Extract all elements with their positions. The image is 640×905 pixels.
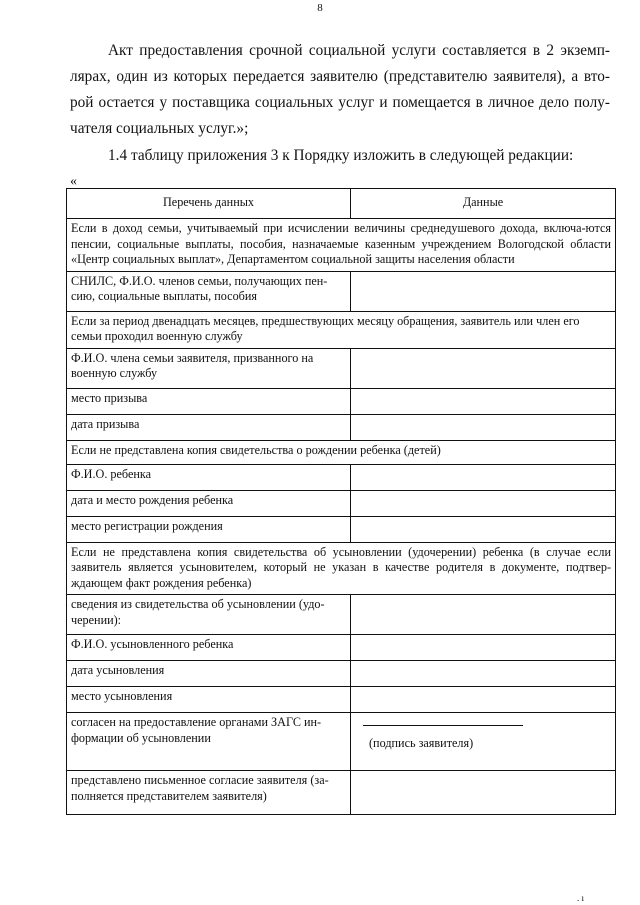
section-heading: Если за период двенадцать месяцев, предшествующих месяцу обращения, заявитель или член его семьи проходил военную службу [67, 311, 616, 348]
section-row [67, 542, 616, 595]
row-label: дата усыновления [67, 661, 351, 687]
data-cell [351, 595, 616, 635]
paragraph-line: 1.4 таблицу приложения 3 к Порядку изложить в следующей редакции: [108, 147, 574, 164]
paragraph-act [70, 38, 610, 142]
table-row [67, 713, 616, 771]
row-label: представлено письменное согласие заявителя (за-полняется представителем заявителя) [67, 771, 351, 815]
row-label: Ф.И.О. усыновленного ребенка [67, 635, 351, 661]
row-label: сведения из свидетельства об усыновлении (удо-черении): [67, 595, 351, 635]
table-row [67, 687, 616, 713]
opening-quote: « [70, 174, 77, 189]
section-heading: Если не представлена копия свидетельства о рождении ребенка (детей) [67, 440, 616, 464]
signature-caption: (подпись заявителя) [369, 736, 474, 750]
table-row [67, 661, 616, 687]
page-number: 8 [317, 2, 323, 14]
table-row [67, 516, 616, 542]
data-cell [351, 661, 616, 687]
paragraph-line: рой остается у поставщика социальных услуг и помещается в личное дело полу- [70, 94, 610, 111]
data-cell [351, 388, 616, 414]
data-cell [351, 771, 616, 815]
data-cell [351, 516, 616, 542]
row-label: место призыва [67, 388, 351, 414]
row-label: дата и место рождения ребенка [67, 490, 351, 516]
signature-cell [351, 713, 616, 771]
section-row [67, 440, 616, 464]
header-cell-list: Перечень данных [67, 189, 351, 219]
paragraph-line: лярах, один из которых передается заявителю (представителю заявителя), а вто- [70, 68, 610, 85]
table-row [67, 771, 616, 815]
table-header-row [67, 189, 616, 219]
section-heading: Если в доход семьи, учитываемый при исчислении величины среднедушевого дохода, включа-ются пенсии, социальные выплаты, пособия, назначаемые казенным учреждением Вологодской области «Центр социальных выплат», Департаментом социальной защиты населения области [67, 219, 616, 272]
table-row [67, 414, 616, 440]
signature-line [363, 725, 523, 726]
section-row [67, 311, 616, 348]
paragraph-line: Акт предоставления срочной социальной услуги составляется в 2 экземп- [108, 42, 610, 59]
row-label: дата призыва [67, 414, 351, 440]
data-cell [351, 464, 616, 490]
table-row [67, 271, 616, 311]
table-row [67, 635, 616, 661]
table-row [67, 464, 616, 490]
section-heading: Если не представлена копия свидетельства об усыновлении (удочерении) ребенка (в случае если заявитель является усыновителем, который не указан в качестве родителя в документе, подтвер-ждающем факт рождения ребенка) [67, 542, 616, 595]
data-cell [351, 635, 616, 661]
data-cell [351, 348, 616, 388]
table-row [67, 490, 616, 516]
data-cell [351, 271, 616, 311]
table-row [67, 348, 616, 388]
data-table [66, 188, 616, 815]
row-label: согласен на предоставление органами ЗАГС ин-формации об усыновлении [67, 713, 351, 771]
paragraph-line: чателя социальных услуг.»; [70, 120, 249, 137]
data-cell [351, 687, 616, 713]
paragraph-amendment [70, 143, 610, 169]
row-label: Ф.И.О. ребенка [67, 464, 351, 490]
row-label: СНИЛС, Ф.И.О. членов семьи, получающих пен-сию, социальные выплаты, пособия [67, 271, 351, 311]
row-label: место усыновления [67, 687, 351, 713]
header-cell-data: Данные [351, 189, 616, 219]
row-label: место регистрации рождения [67, 516, 351, 542]
section-row [67, 219, 616, 272]
data-cell [351, 490, 616, 516]
row-label: Ф.И.О. члена семьи заявителя, призванного на военную службу [67, 348, 351, 388]
data-cell [351, 414, 616, 440]
table-row [67, 388, 616, 414]
scan-marks: . ı [576, 893, 584, 903]
table-row [67, 595, 616, 635]
